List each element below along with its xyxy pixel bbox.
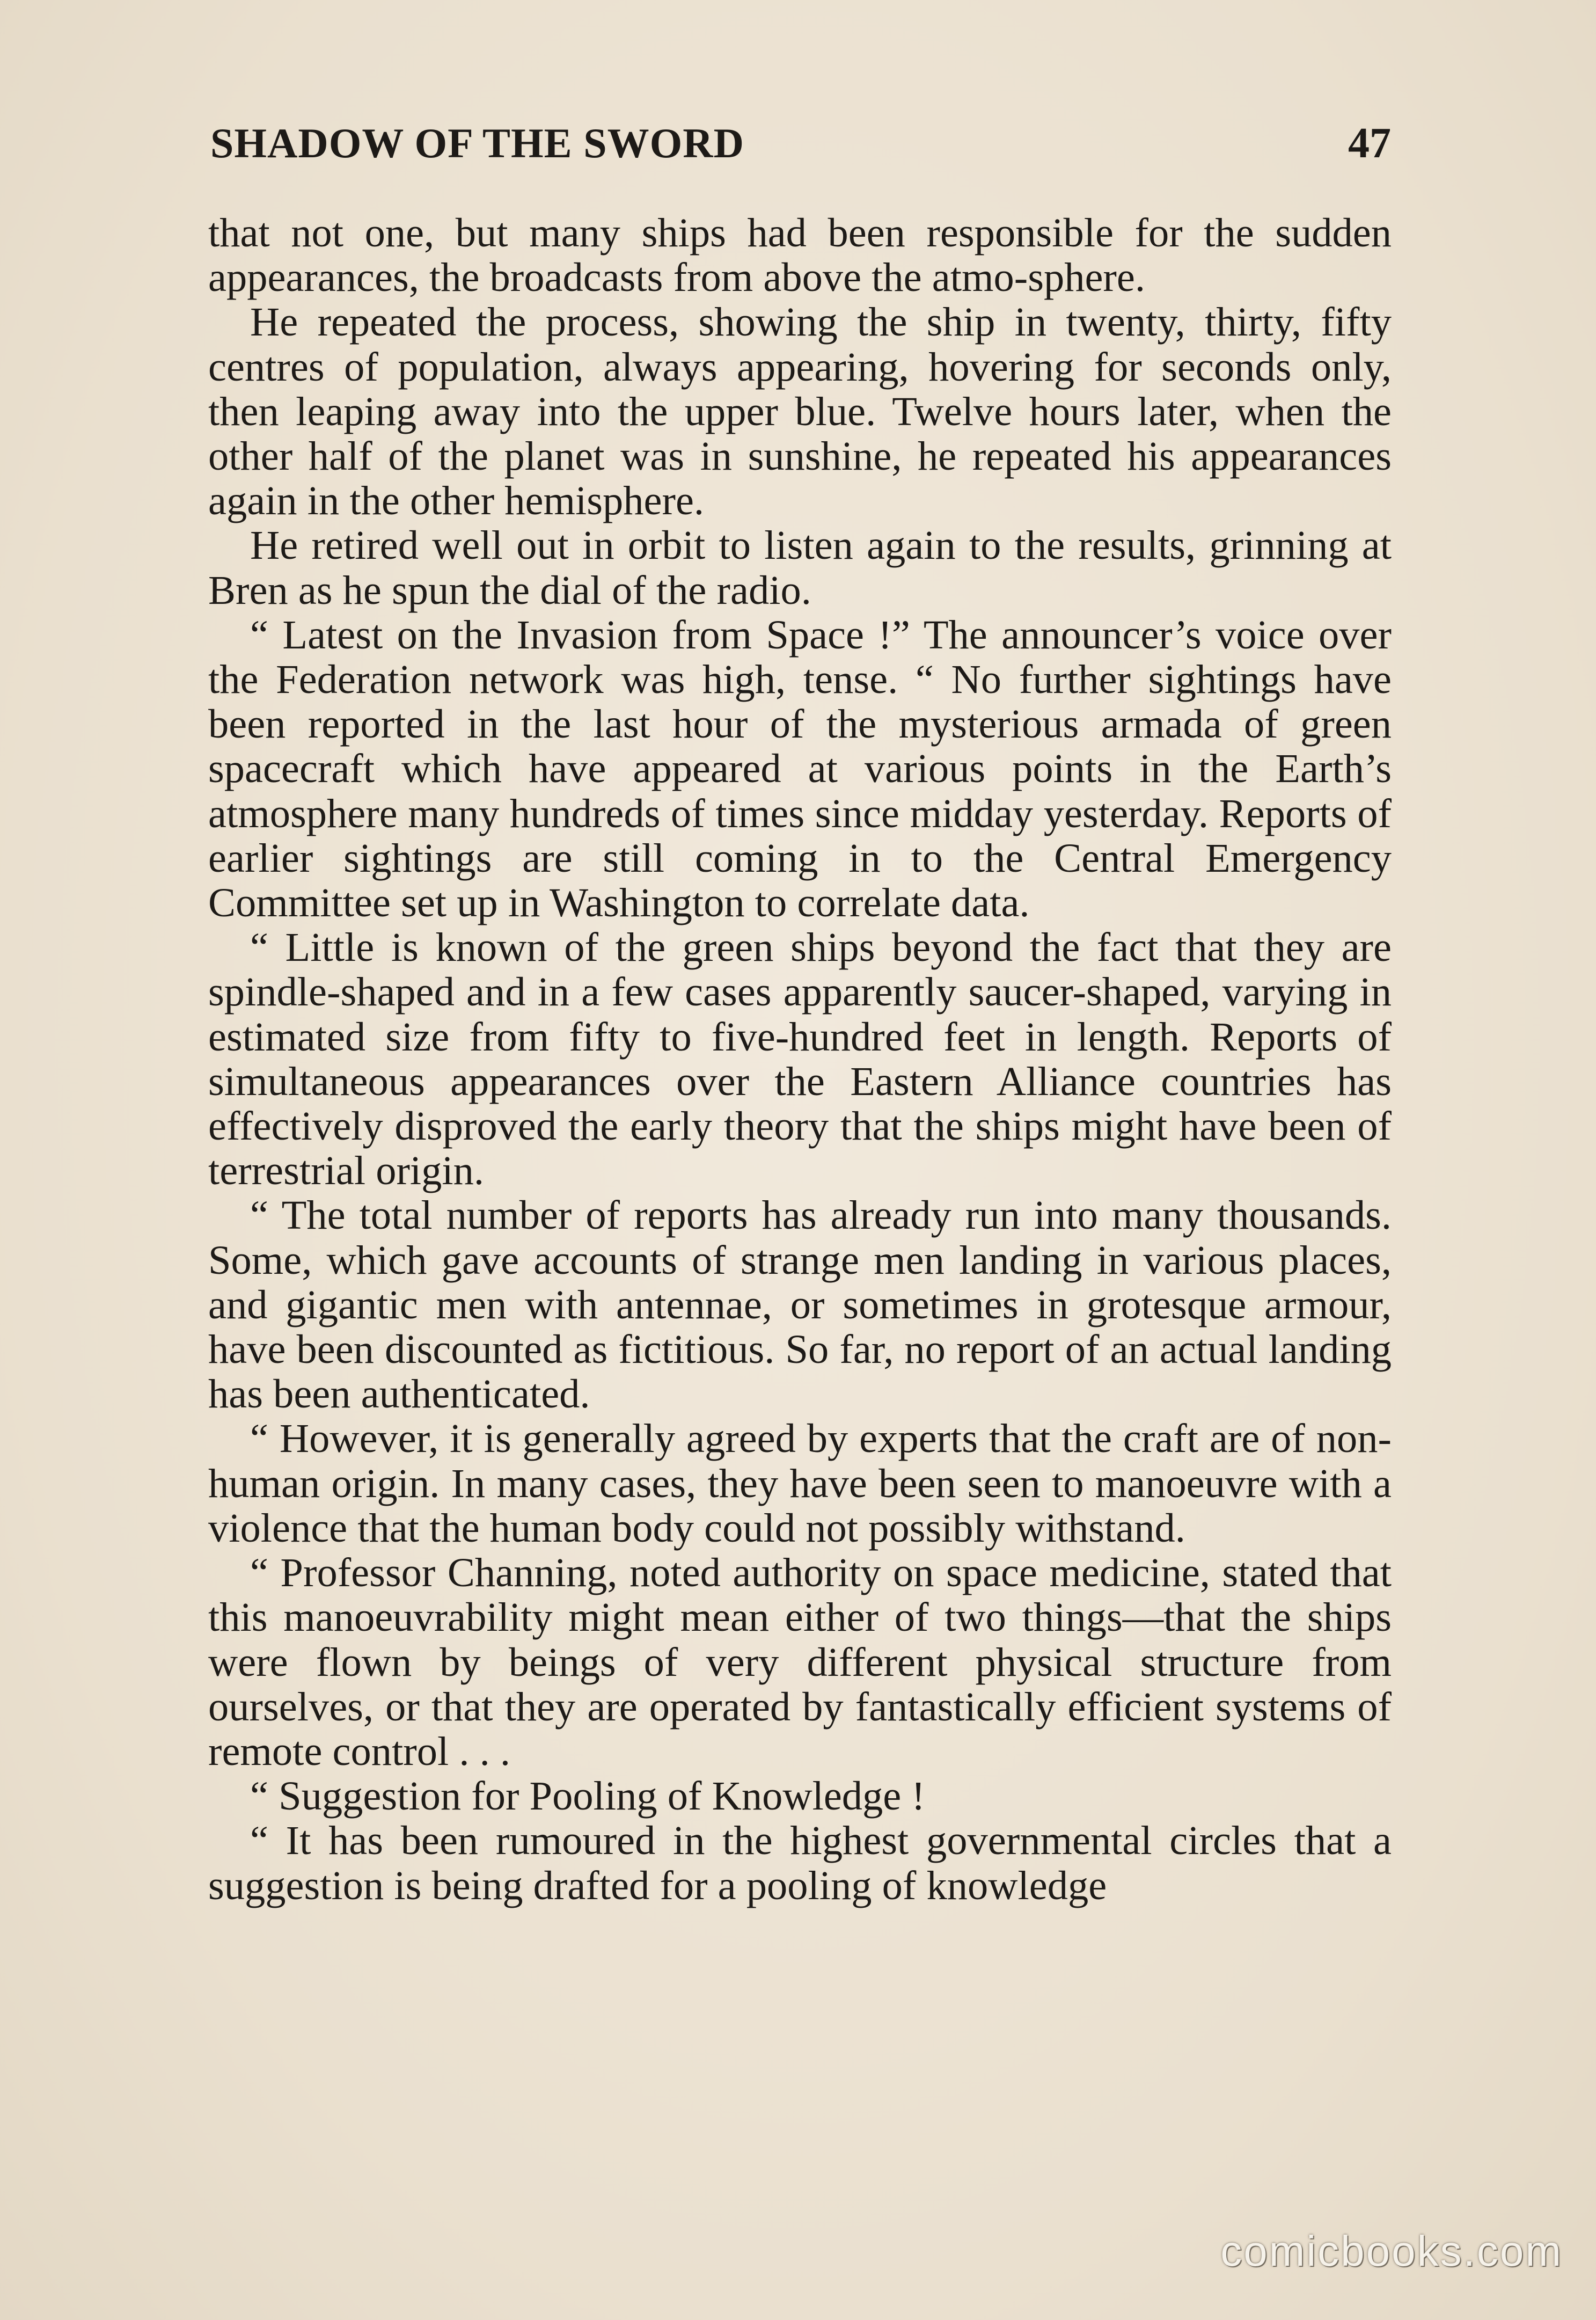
paragraph: “ Suggestion for Pooling of Knowledge !: [250, 1773, 925, 1819]
paragraph: “ Little is known of the green ships beyond the fact that they are spindle-shaped and in a few cases apparently saucer-shaped, varying in estimated size from fifty to five-hundred feet in length. Reports of simultaneous appearances over the Eastern Alliance countries has effectively disproved the early theory that the ships might have been of terrestrial origin.: [208, 924, 1392, 1194]
paragraph: that not one, but many ships had been responsible for the sudden appearances, the broadcasts from above the atmo-sphere.: [208, 210, 1392, 301]
paragraph: He repeated the process, showing the ship in twenty, thirty, fifty centres of population, always appearing, hovering for seconds only, then leaping away into the upper blue. Twelve hours later, when the other half of the planet was in sunshine, he repeated his appearances again in the other hemisphere.: [208, 299, 1392, 524]
paragraph: “ It has been rumoured in the highest governmental circles that a suggestion is being drafted for a pooling of knowledge: [208, 1818, 1392, 1908]
paragraph: “ Latest on the Invasion from Space !” The announcer’s voice over the Federation network was high, tense. “ No further sightings have been reported in the last hour of the mysterious armada of green spacecraft which have appeared at various points in the Earth’s atmosphere many hundreds of times since midday yesterday. Reports of earlier sightings are still coming in to the Central Emergency Committee set up in Washington to correlate data.: [208, 611, 1392, 926]
paragraph: “ Professor Channing, noted authority on space medicine, stated that this manoeuvrability might mean either of two things—that the ships were flown by beings of very different physical structure from ourselves, or that they are operated by fantastically efficient systems of remote control . . .: [208, 1550, 1392, 1774]
running-head: [210, 119, 1391, 173]
paragraph: He retired well out in orbit to listen again to the results, grinning at Bren as he spun the dial of the radio.: [208, 522, 1392, 613]
paragraph: “ The total number of reports has already run into many thousands. Some, which gave accounts of strange men landing in various places, and gigantic men with antennae, or sometimes in grotesque armour, have been discounted as fictitious. So far, no report of an actual landing has been authenticated.: [208, 1192, 1392, 1417]
running-title: SHADOW OF THE SWORD: [210, 120, 744, 166]
body-text: [208, 210, 1392, 1908]
paragraph: “ However, it is generally agreed by experts that the craft are of non-human origin. In many cases, they have been seen to manoeuvre with a violence that the human body could not possibly withstand.: [208, 1416, 1392, 1551]
watermark: comicbooks.com: [1220, 2227, 1563, 2275]
page-number: 47: [1348, 120, 1391, 167]
